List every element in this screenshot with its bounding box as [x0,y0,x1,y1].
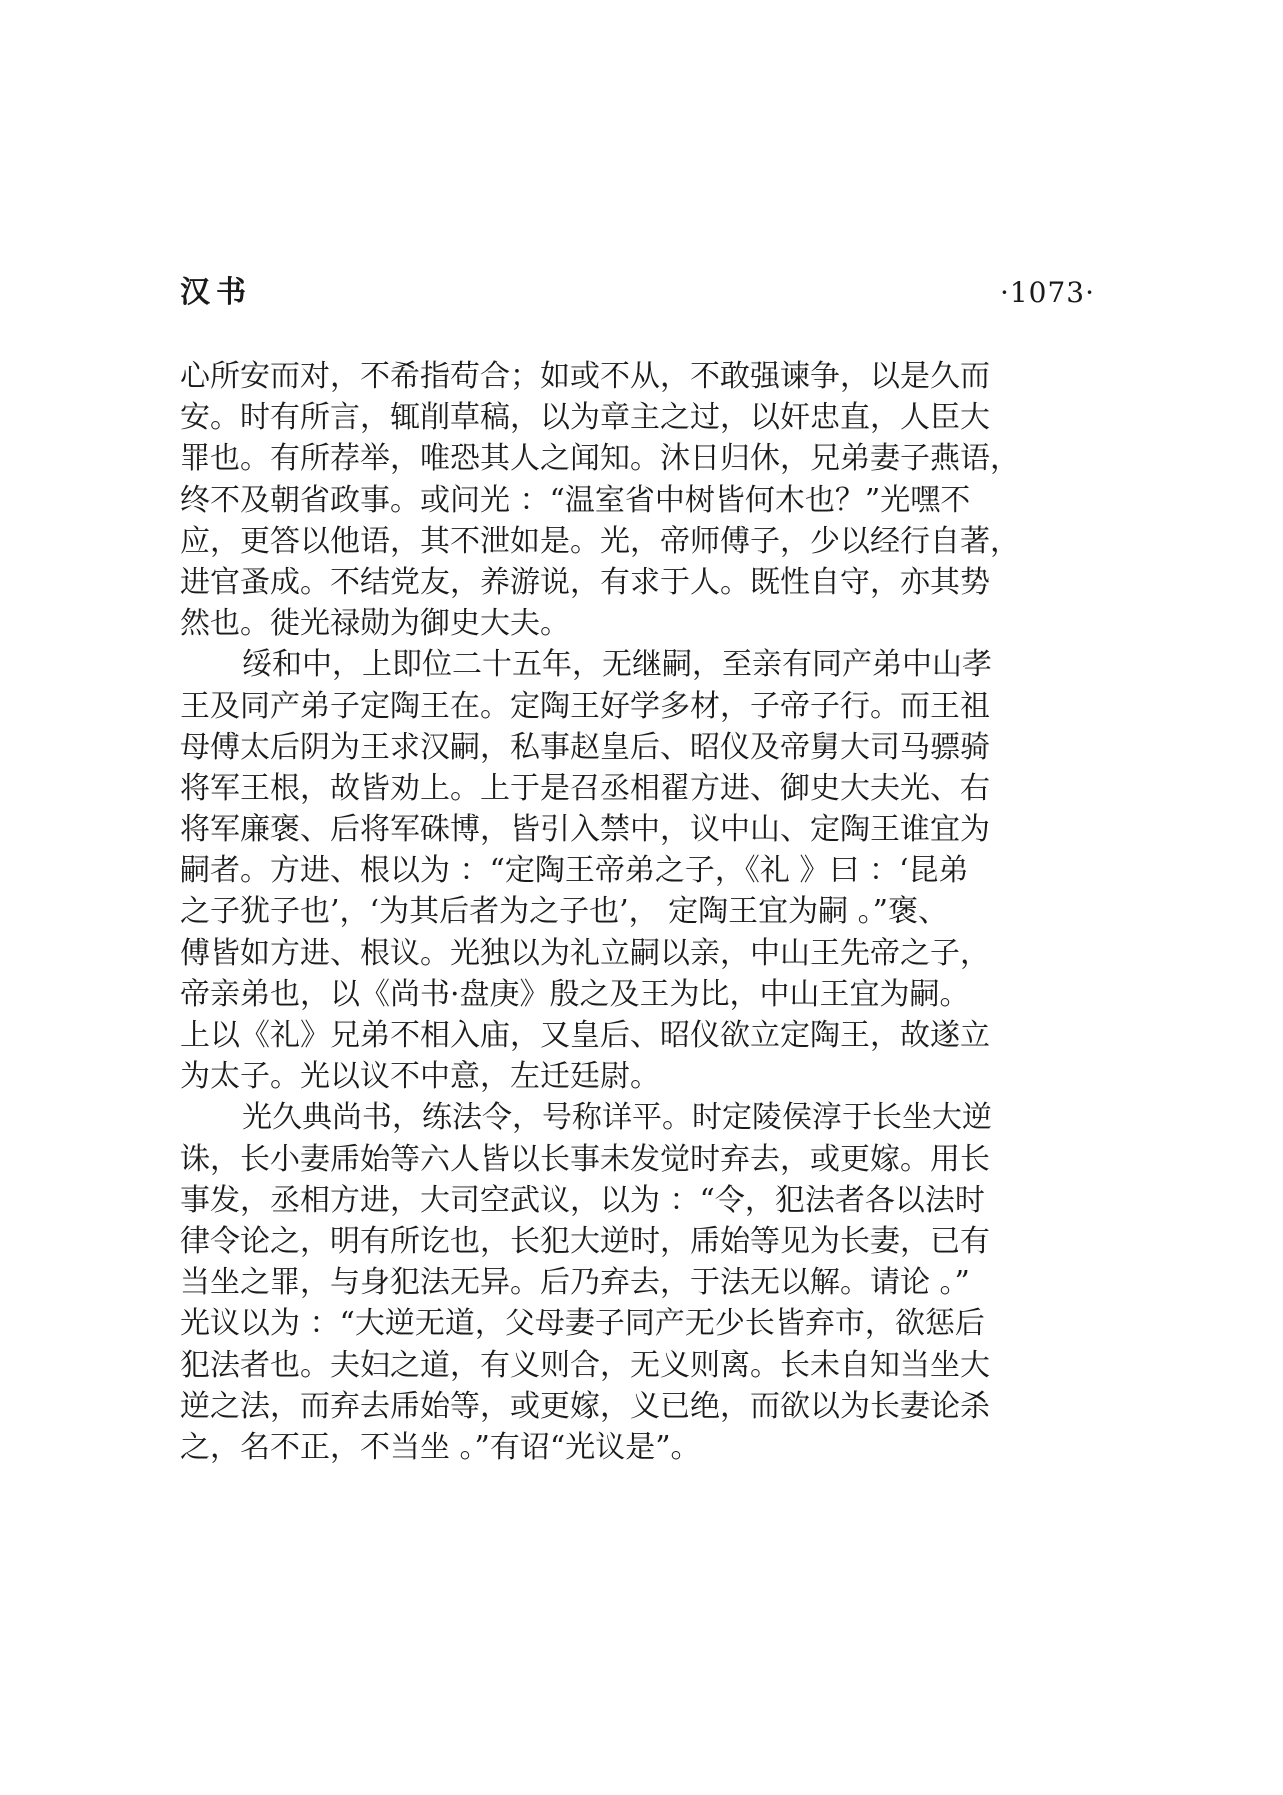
text-line: 事发，丞相方进，大司空武议，以为 ：“令，犯法者各以法时 [180,1182,985,1218]
text-line: 终不及朝省政事。或问光 ：“温室省中树皆何木也？”光嘿不 [180,482,971,518]
text-line: 进官蚤成。不结党友，养游说，有求于人。既性自守，亦其势 [180,564,990,600]
text-line: 之子犹子也’，‘为其后者为之子也’， 定陶王宜为嗣 。”褒、 [180,894,949,930]
text-line: 光久典尚书，练法令，号称详平。时定陵侯淳于长坐大逆 [242,1100,992,1136]
text-line: 傅皆如方进、根议。光独以为礼立嗣以亲，中山王先帝之子， [180,935,990,971]
text-line: 应，更答以他语，其不泄如是。光，帝师傅子，少以经行自著， [180,523,1020,559]
text-line: 王及同产弟子定陶王在。定陶王好学多材，子帝子行。而王祖 [180,688,990,724]
text-line: 当坐之罪，与身犯法无异。后乃弃去，于法无以解。请论 。” [180,1265,970,1301]
text-line: 光议以为 ：“大逆无道，父母妻子同产无少长皆弃市，欲惩后 [180,1306,985,1342]
text-line: 上以《礼》兄弟不相入庙，又皇后、昭仪欲立定陶王，故遂立 [180,1018,990,1053]
text-line: 心所安而对，不希指苟合；如或不从，不敢强谏争，以是久而 [180,359,990,394]
body-text [180,356,1095,1468]
text-line: 逆之法，而弃去乕始等，或更嫁，义已绝，而欲以为长妻论杀 [180,1388,990,1424]
text-line: 之，名不正，不当坐 。”有诏“光议是”。 [180,1429,701,1465]
text-line: 绥和中，上即位二十五年，无继嗣，至亲有同产弟中山孝 [242,647,992,683]
text-line: 罪也。有所荐举，唯恐其人之闻知。沐日归休，兄弟妻子燕语， [180,441,1020,477]
text-line: 将军廉褒、后将军硃博，皆引入禁中，议中山、定陶王谁宜为 [180,812,990,848]
text-line: 律令论之，明有所讫也，长犯大逆时，乕始等见为长妻，已有 [180,1223,990,1259]
text-line: 安。时有所言，辄削草稿，以为章主之过，以奸忠直，人臣大 [180,400,990,436]
running-title: 汉书 [180,275,252,310]
text-line: 诛，长小妻乕始等六人皆以长事未发觉时弃去，或更嫁。用长 [180,1141,990,1177]
text-line: 犯法者也。夫妇之道，有义则合，无义则离。长未自知当坐大 [180,1347,990,1383]
text-line: 为太子。光以议不中意，左迁廷尉。 [180,1059,660,1095]
text-line: 将军王根，故皆劝上。上于是召丞相翟方进、御史大夫光、右 [180,770,990,806]
text-line: 嗣者。方进、根以为 ：“定陶王帝弟之子，《礼 》曰 ：‘昆弟 [180,853,969,889]
page-number: ·1073· [999,276,1095,309]
page-header [180,268,1095,318]
text-line: 然也。徙光禄勋为御史大夫。 [180,606,570,642]
text-line: 母傅太后阴为王求汉嗣，私事赵皇后、昭仪及帝舅大司马骠骑 [180,729,990,765]
text-line: 帝亲弟也，以《尚书·盘庚》殷之及王为比，中山王宜为嗣。 [180,976,970,1012]
